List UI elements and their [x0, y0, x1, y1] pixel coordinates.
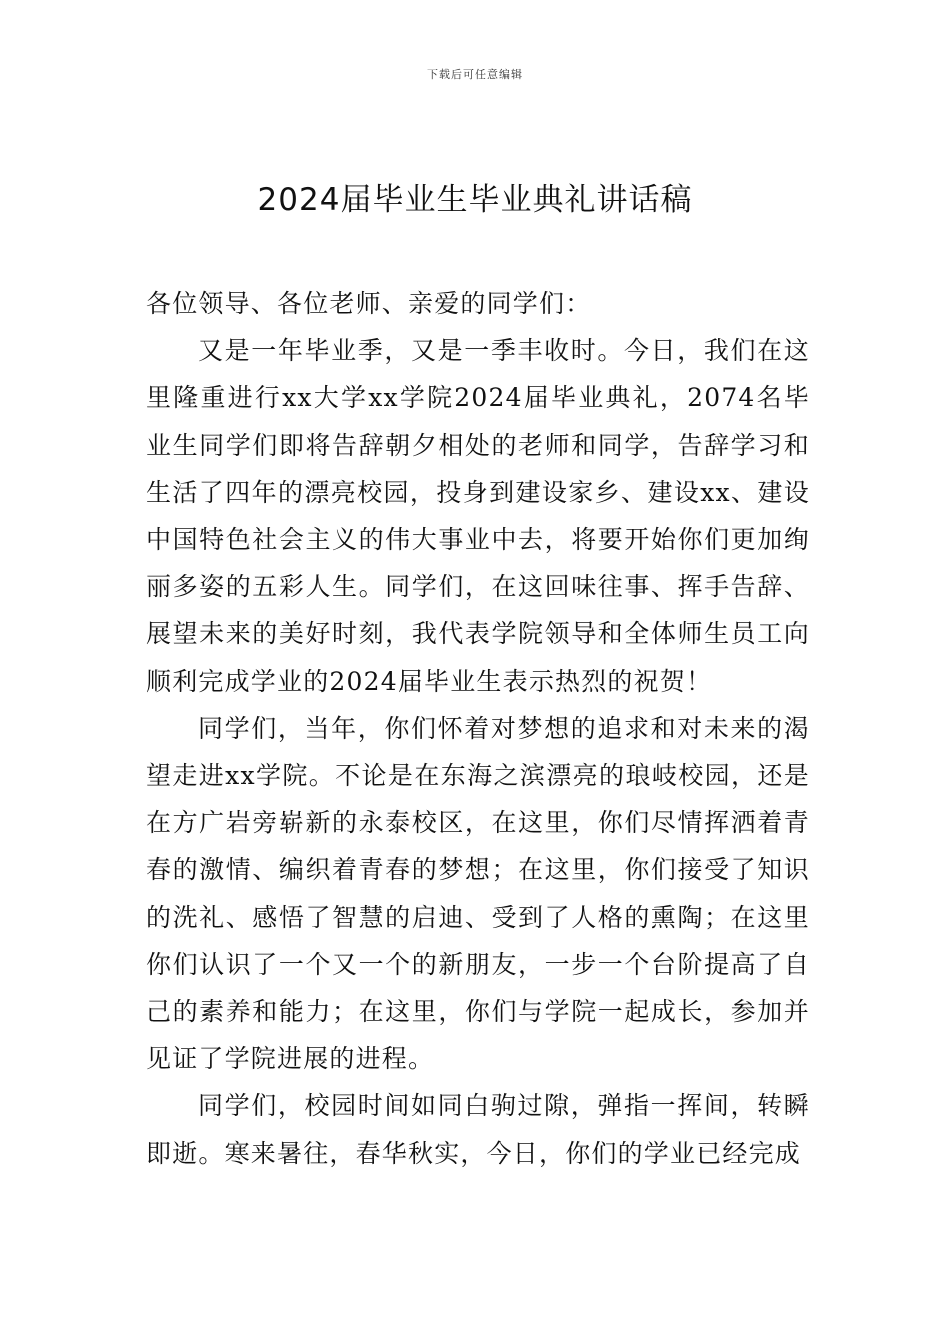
paragraph-1: 又是一年毕业季，又是一季丰收时。今日，我们在这里隆重进行xx大学xx学院2024届毕业典礼，2074名毕业生同学们即将告辞朝夕相处的老师和同学，告辞学习和生活了四年的漂亮校园，投身到建设家乡、建设xx、建设中国特色社会主义的伟大事业中去，将要开始你们更加绚丽多姿的五彩人生。同学们，在这回味往事、挥手告辞、展望未来的美好时刻，我代表学院领导和全体师生员工向顺利完成学业的2024届毕业生表示热烈的祝贺！ — [146, 336, 810, 696]
paragraph-2: 同学们，当年，你们怀着对梦想的追求和对未来的渴望走进xx学院。不论是在东海之滨漂亮的琅岐校园，还是在方广岩旁崭新的永泰校区，在这里，你们尽情挥洒着青春的激情、编织着青春的梦想；在这里，你们接受了知识的洗礼、感悟了智慧的启迪、受到了人格的熏陶；在这里你们认识了一个又一个的新朋友，一步一个台阶提高了自己的素养和能力；在这里，你们与学院一起成长，参加并见证了学院进展的进程。 — [146, 713, 810, 1074]
paragraph-3: 同学们，校园时间如同白驹过隙，弹指一挥间，转瞬即逝。寒来暑往，春华秋实，今日，你们的学业已经完成 — [146, 1091, 810, 1168]
document-title: 2024届毕业生毕业典礼讲话稿 — [257, 182, 693, 218]
document-body — [146, 280, 810, 1177]
salutation: 各位领导、各位老师、亲爱的同学们： — [146, 289, 592, 318]
header-note: 下载后可任意编辑 — [427, 68, 523, 81]
